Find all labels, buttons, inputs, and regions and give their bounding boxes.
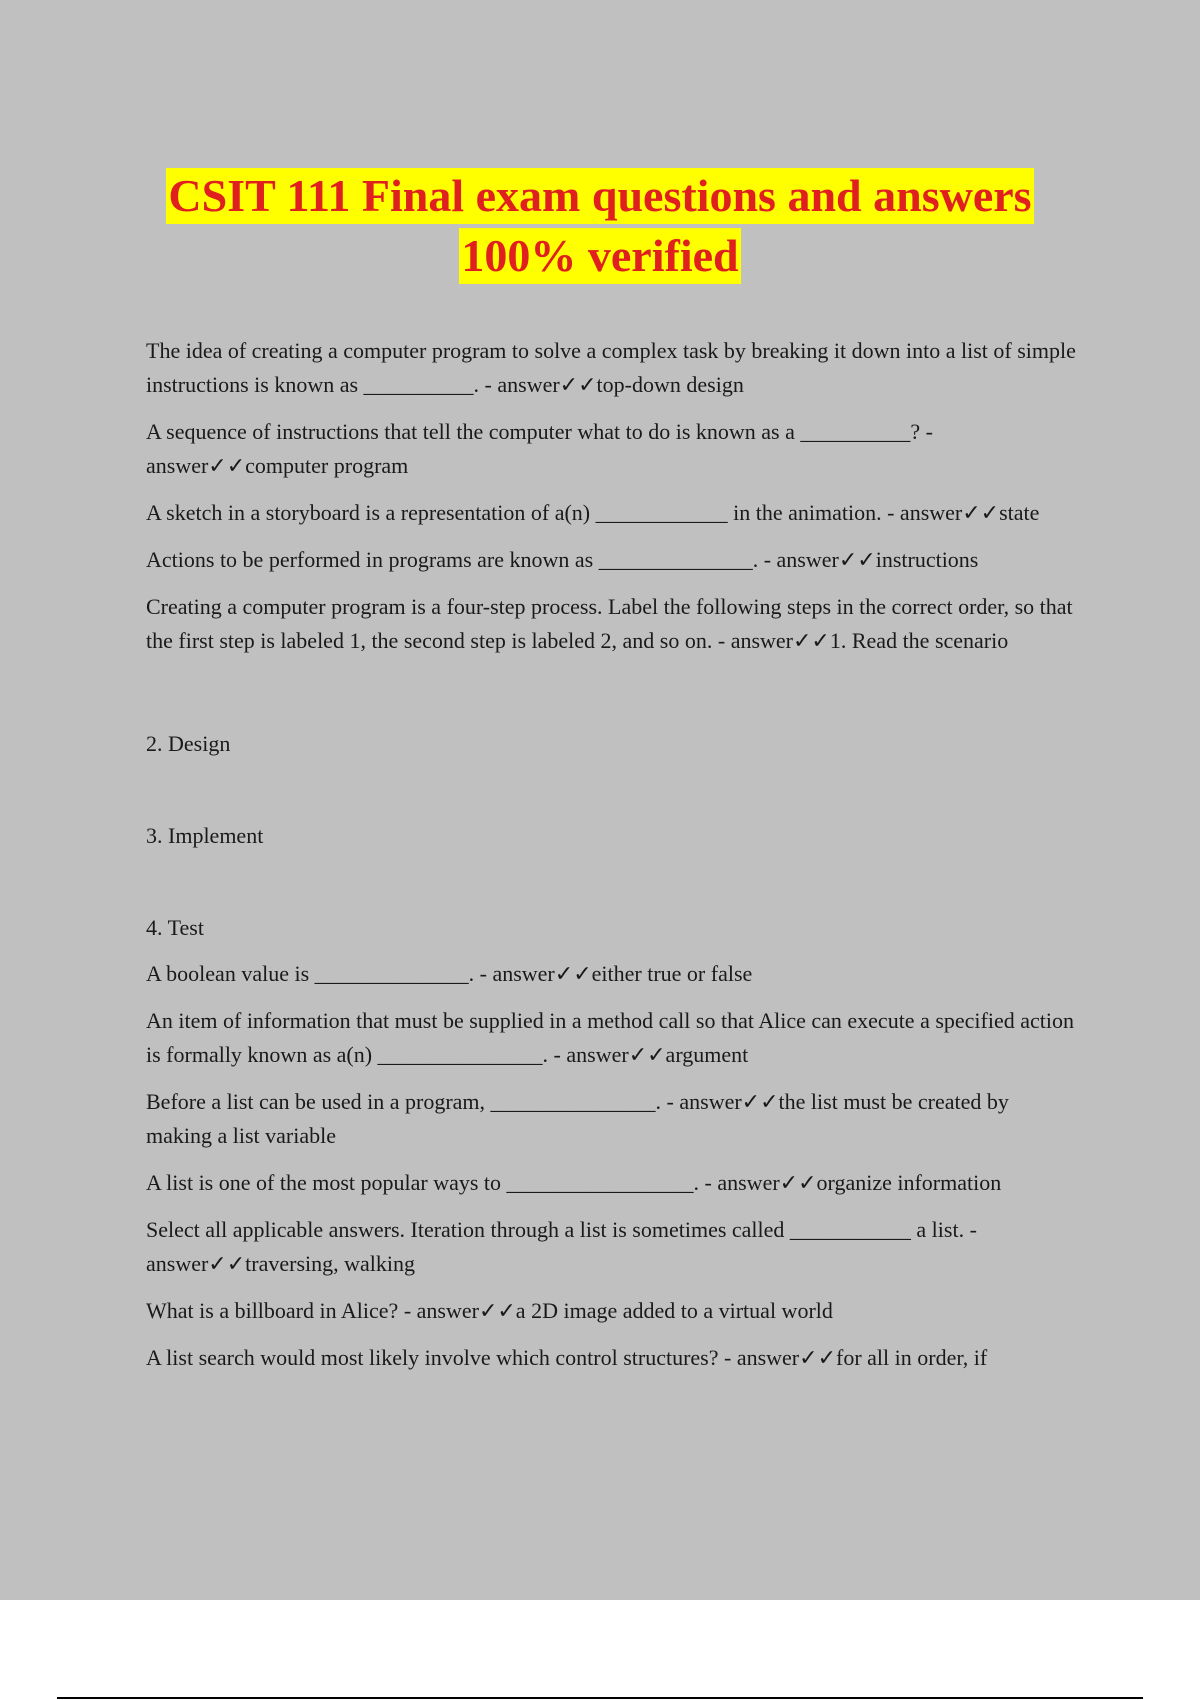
qa-item: A sketch in a storyboard is a representation of a(n) ____________ in the animation. - answer✓✓state — [146, 500, 1040, 525]
qa-item: A list search would most likely involve which control structures? - answer✓✓for all in order, if — [146, 1345, 988, 1370]
title-line-2: 100% verified — [459, 228, 740, 284]
step-implement: 3. Implement — [146, 823, 264, 848]
qa-item: Before a list can be used in a program, _______________. - answer✓✓the list must be created by making a list variable — [146, 1089, 1009, 1148]
qa-item: What is a billboard in Alice? - answer✓✓a 2D image added to a virtual world — [146, 1298, 833, 1323]
qa-item: A sequence of instructions that tell the computer what to do is known as a __________? - answer✓✓computer program — [146, 419, 933, 478]
qa-item: An item of information that must be supplied in a method call so that Alice can execute a specified action is formally known as a(n) _______________. - answer✓✓argument — [146, 1008, 1074, 1067]
qa-item: Creating a computer program is a four-step process. Label the following steps in the correct order, so that the first step is labeled 1, the second step is labeled 2, and so on. - answer✓✓1. Read the scenario — [146, 594, 1073, 653]
footer-divider — [57, 1697, 1143, 1699]
qa-item: A list is one of the most popular ways to _________________. - answer✓✓organize information — [146, 1170, 1002, 1195]
qa-list — [146, 334, 1076, 1388]
qa-item: A boolean value is ______________. - answer✓✓either true or false — [146, 961, 753, 986]
qa-item: Actions to be performed in programs are known as ______________. - answer✓✓instructions — [146, 547, 979, 572]
title-line-1: CSIT 111 Final exam questions and answers — [166, 168, 1033, 224]
qa-item: The idea of creating a computer program to solve a complex task by breaking it down into a list of simple instructions is known as __________. - answer✓✓top-down design — [146, 338, 1076, 397]
page-title — [0, 168, 1200, 284]
step-design: 2. Design — [146, 731, 231, 756]
step-test: 4. Test — [146, 915, 204, 940]
qa-item: Select all applicable answers. Iteration through a list is sometimes called ___________ a list. - answer✓✓traversing, walking — [146, 1217, 977, 1276]
